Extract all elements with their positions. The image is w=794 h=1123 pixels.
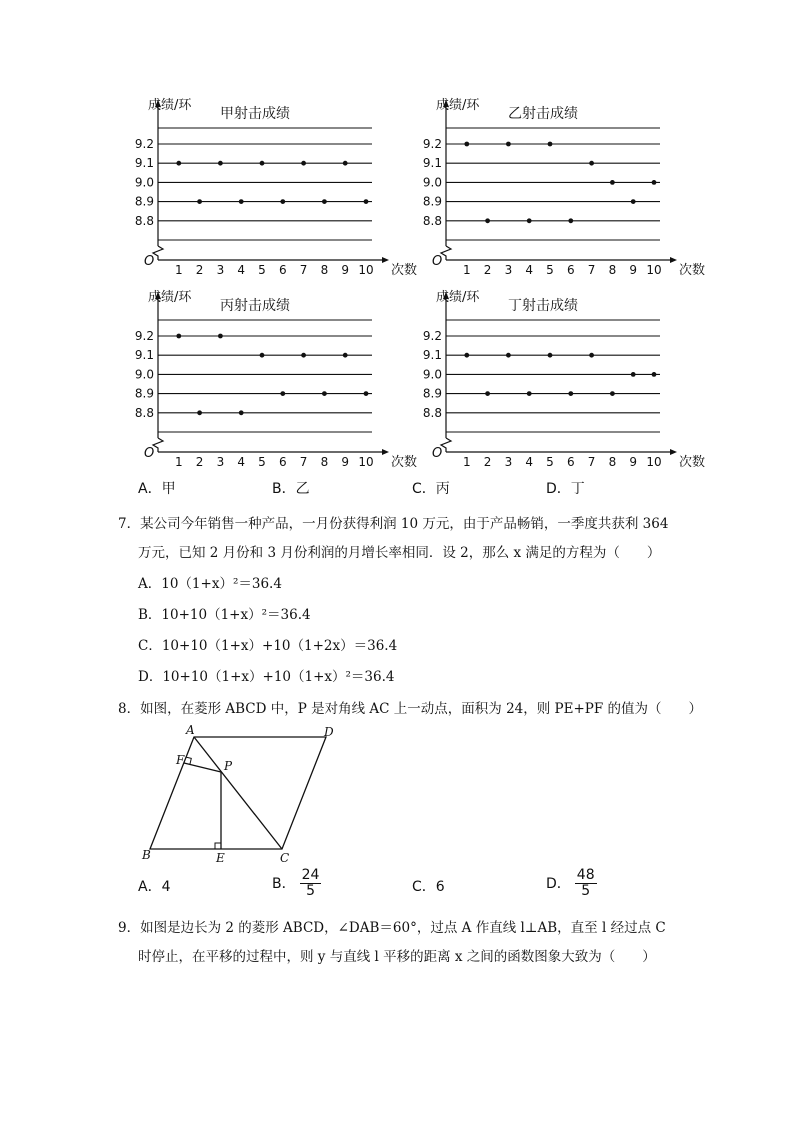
y-tick-label: 9.0 [422, 367, 442, 382]
x-tick-label: 4 [237, 263, 246, 277]
x-tick-label: 7 [587, 455, 596, 469]
data-point [548, 353, 553, 358]
x-tick-label: 4 [525, 263, 534, 277]
y-tick-label: 9.1 [422, 156, 442, 171]
y-axis-label: 成绩/环 [148, 290, 192, 305]
y-axis-label: 成绩/环 [436, 98, 480, 113]
x-tick-label: 10 [358, 455, 374, 469]
q7-stem-line1: 7．某公司今年销售一种产品，一月份获得利润 10 万元，由于产品畅销，一季度共获利 364 [118, 516, 669, 532]
x-tick-label: 3 [216, 263, 225, 277]
data-point [343, 353, 348, 358]
label-e: E [216, 851, 225, 865]
q8-option-d-fraction [575, 868, 597, 900]
q8-option-b-prefix: B． [272, 875, 296, 892]
x-tick-label: 8 [320, 455, 329, 469]
data-point [197, 199, 202, 204]
origin-label: O [432, 254, 443, 269]
data-point [343, 161, 348, 166]
x-tick-label: 2 [483, 455, 492, 469]
x-tick-label: 5 [258, 455, 266, 469]
x-tick-label: 2 [195, 263, 204, 277]
y-tick-label: 8.8 [134, 405, 154, 420]
data-point [239, 410, 244, 415]
x-axis-arrow [670, 257, 677, 263]
x-tick-label: 8 [608, 263, 617, 277]
y-axis-label: 成绩/环 [436, 290, 480, 305]
x-tick-label: 5 [546, 263, 554, 277]
data-point [652, 372, 657, 377]
x-tick-label: 9 [341, 455, 350, 469]
x-tick-label: 10 [358, 263, 374, 277]
x-axis-label: 次数 [679, 455, 706, 470]
data-point [301, 161, 306, 166]
q8-option-d-num: 48 [576, 867, 595, 883]
x-tick-label: 8 [320, 263, 329, 277]
axis-break-symbol [153, 246, 163, 260]
y-tick-label: 8.8 [134, 213, 154, 228]
q8-option-a[interactable]: A．4 [138, 879, 171, 895]
origin-label: O [144, 446, 155, 461]
x-tick-label: 1 [174, 455, 183, 469]
label-f: F [176, 753, 185, 767]
chart-yi [422, 92, 718, 278]
y-tick-label: 8.9 [134, 194, 154, 209]
q8-option-b-den: 5 [306, 883, 315, 900]
data-point [631, 199, 636, 204]
y-tick-label: 9.0 [134, 367, 154, 382]
x-axis-arrow [382, 449, 389, 455]
data-point [301, 353, 306, 358]
q8-option-d-den: 5 [581, 883, 591, 900]
y-tick-label: 8.9 [134, 386, 154, 401]
x-tick-label: 3 [504, 263, 513, 277]
x-axis-arrow [382, 257, 389, 263]
data-point [260, 161, 265, 166]
y-tick-label: 9.0 [422, 175, 442, 190]
y-tick-label: 9.2 [134, 329, 154, 343]
q8-option-d[interactable] [546, 868, 597, 900]
data-point [197, 410, 202, 415]
x-tick-label: 4 [525, 455, 534, 469]
x-tick-label: 5 [258, 263, 266, 277]
q7-option-b[interactable]: B．10+10（1+x）²＝36.4 [138, 607, 311, 623]
x-tick-label: 3 [216, 455, 225, 469]
chart-title: 甲射击成绩 [220, 106, 290, 122]
x-axis-label: 次数 [679, 263, 706, 278]
y-tick-label: 9.1 [134, 348, 154, 363]
x-tick-label: 7 [299, 455, 308, 469]
data-point [176, 161, 181, 166]
data-point [364, 391, 369, 396]
data-point [506, 142, 511, 147]
data-point [652, 180, 657, 185]
q8-stem: 8．如图，在菱形 ABCD 中，P 是对角线 AC 上一动点，面积为 24，则 PE+PF 的值为（ ） [118, 701, 703, 717]
data-point [485, 218, 490, 223]
x-axis-label: 次数 [391, 263, 418, 278]
label-a: A [186, 723, 195, 737]
data-point [631, 372, 636, 377]
x-tick-label: 1 [462, 263, 471, 277]
chart-jia [134, 92, 430, 278]
x-tick-label: 9 [629, 455, 638, 469]
x-tick-label: 8 [608, 455, 617, 469]
data-point [610, 391, 615, 396]
origin-label: O [432, 446, 443, 461]
q8-option-b-num: 24 [301, 867, 320, 883]
q9-stem-line1: 9．如图是边长为 2 的菱形 ABCD，∠DAB＝60°，过点 A 作直线 l⊥AB，直至 l 经过点 C [118, 920, 666, 936]
data-point [239, 199, 244, 204]
data-point [589, 353, 594, 358]
q8-option-d-prefix: D． [546, 875, 571, 892]
data-point [527, 391, 532, 396]
chart-title: 乙射击成绩 [508, 106, 578, 122]
data-point [610, 180, 615, 185]
y-tick-label: 9.2 [422, 137, 442, 151]
y-tick-label: 8.8 [422, 213, 442, 228]
y-axis-label: 成绩/环 [148, 98, 192, 113]
x-tick-label: 2 [195, 455, 204, 469]
data-point [280, 391, 285, 396]
q8-option-c[interactable]: C．6 [412, 879, 445, 895]
y-tick-label: 8.9 [422, 194, 442, 209]
chart-svg [134, 284, 430, 470]
right-angle-e [215, 843, 221, 849]
chart-svg [422, 92, 718, 278]
y-tick-label: 8.8 [422, 405, 442, 420]
y-tick-label: 9.1 [422, 348, 442, 363]
chart-svg [422, 284, 718, 470]
rhombus-figure [138, 722, 348, 867]
data-point [568, 218, 573, 223]
x-tick-label: 2 [483, 263, 492, 277]
y-tick-label: 8.9 [422, 386, 442, 401]
label-c: C [280, 851, 290, 865]
data-point [568, 391, 573, 396]
data-point [485, 391, 490, 396]
q6-option-c[interactable]: C．丙 [412, 481, 450, 497]
q9-stem-line2: 时停止，在平移的过程中，则 y 与直线 l 平移的距离 x 之间的函数图象大致为（ ） [138, 949, 656, 965]
x-tick-label: 7 [299, 263, 308, 277]
chart-svg [134, 92, 430, 278]
q6-option-a[interactable]: A．甲 [138, 481, 176, 497]
x-tick-label: 1 [462, 455, 471, 469]
data-point [527, 218, 532, 223]
y-tick-label: 9.2 [422, 329, 442, 343]
axis-break-symbol [441, 438, 451, 452]
q6-option-d[interactable]: D．丁 [546, 481, 585, 497]
x-tick-label: 7 [587, 263, 596, 277]
x-tick-label: 5 [546, 455, 554, 469]
chart-bing [134, 284, 430, 470]
q8-option-b[interactable] [272, 868, 321, 900]
data-point [176, 334, 181, 339]
data-point [464, 142, 469, 147]
data-point [548, 142, 553, 147]
origin-label: O [144, 254, 155, 269]
q6-option-b[interactable]: B．乙 [272, 481, 310, 497]
x-tick-label: 1 [174, 263, 183, 277]
data-point [218, 334, 223, 339]
q7-stem-line2: 万元，已知 2 月份和 3 月份利润的月增长率相同．设 2，那么 x 满足的方程为（ ） [138, 545, 661, 561]
x-tick-label: 9 [341, 263, 350, 277]
y-tick-label: 9.0 [134, 175, 154, 190]
chart-title: 丙射击成绩 [220, 298, 290, 314]
data-point [218, 161, 223, 166]
x-tick-label: 3 [504, 455, 513, 469]
axis-break-symbol [441, 246, 451, 260]
y-tick-label: 9.2 [134, 137, 154, 151]
x-tick-label: 4 [237, 455, 246, 469]
data-point [364, 199, 369, 204]
q8-option-b-fraction [300, 868, 322, 900]
label-b: B [142, 848, 151, 862]
label-d: D [324, 725, 334, 739]
data-point [464, 353, 469, 358]
data-point [322, 391, 327, 396]
x-tick-label: 6 [566, 455, 575, 469]
x-axis-arrow [670, 449, 677, 455]
data-point [322, 199, 327, 204]
x-axis-label: 次数 [391, 455, 418, 470]
chart-title: 丁射击成绩 [508, 298, 578, 314]
data-point [589, 161, 594, 166]
q7-option-c[interactable]: C．10+10（1+x）+10（1+2x）＝36.4 [138, 638, 398, 654]
axis-break-symbol [153, 438, 163, 452]
q7-option-d[interactable]: D．10+10（1+x）+10（1+x）²＝36.4 [138, 669, 395, 685]
q7-option-a[interactable]: A．10（1+x）²＝36.4 [138, 576, 282, 592]
data-point [506, 353, 511, 358]
x-tick-label: 10 [646, 263, 662, 277]
data-point [280, 199, 285, 204]
y-tick-label: 9.1 [134, 156, 154, 171]
x-tick-label: 10 [646, 455, 662, 469]
label-p: P [224, 759, 233, 773]
diagonal-ac [194, 737, 282, 849]
x-tick-label: 6 [566, 263, 575, 277]
x-tick-label: 9 [629, 263, 638, 277]
x-tick-label: 6 [278, 455, 287, 469]
chart-ding [422, 284, 718, 470]
data-point [260, 353, 265, 358]
x-tick-label: 6 [278, 263, 287, 277]
